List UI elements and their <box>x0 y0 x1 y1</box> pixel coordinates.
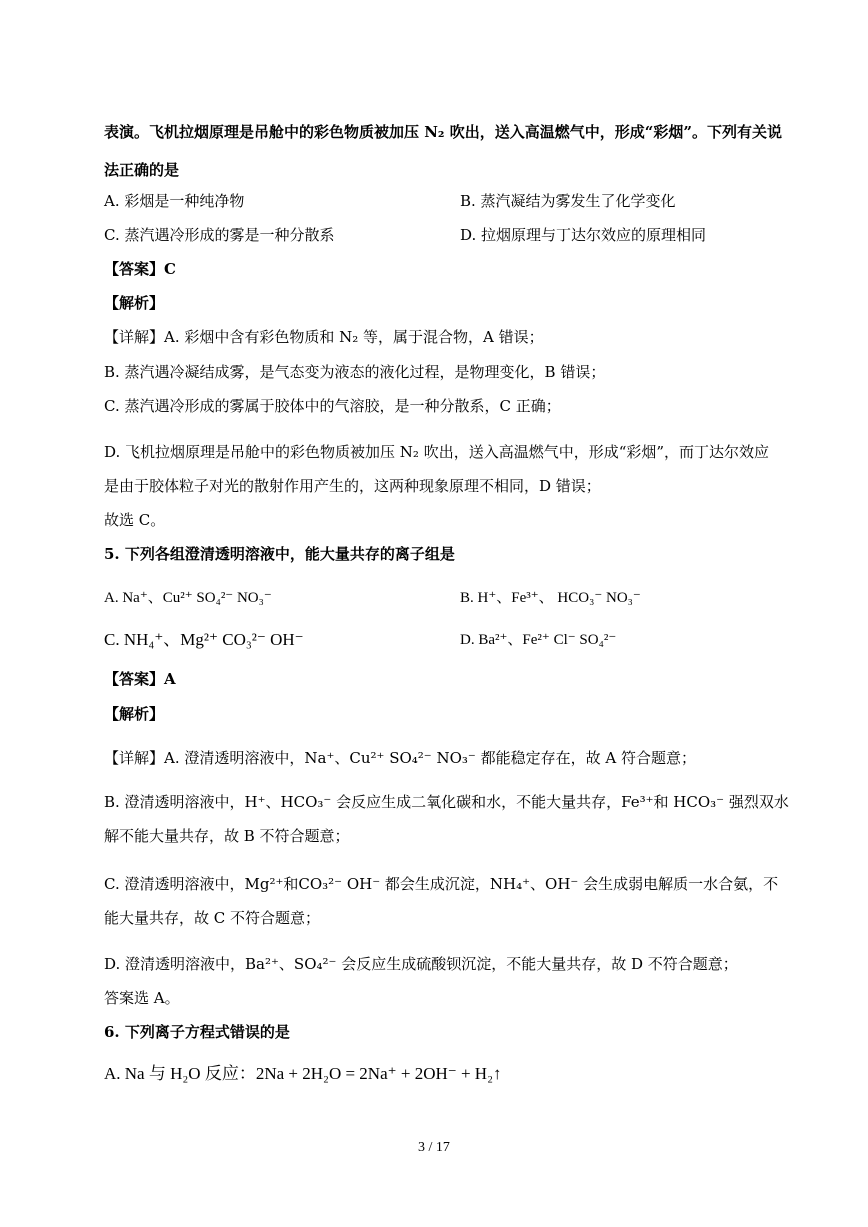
explanation-line: B. 蒸汽遇冷凝结成雾，是气态变为液态的液化过程，是物理变化，B 错误； <box>104 363 606 381</box>
explanation-line: 解不能大量共存，故 B 不符合题意； <box>104 827 350 845</box>
explanation-line: C. 蒸汽遇冷形成的雾属于胶体中的气溶胶，是一种分散系，C 正确； <box>104 397 561 415</box>
explanation-line: 故选 C。 <box>104 511 166 529</box>
explanation-line: D. 澄清透明溶液中，Ba²⁺、SO₄²⁻ 会反应生成硫酸钡沉淀，不能大量共存，故 D 不符合题意； <box>104 955 738 973</box>
explanation-line: D. 飞机拉烟原理是吊舱中的彩色物质被加压 N₂ 吹出，送入高温燃气中，形成“彩烟”，而丁达尔效应 <box>104 443 770 461</box>
explanation-line: B. 澄清透明溶液中，H⁺、HCO₃⁻ 会反应生成二氧化碳和水，不能大量共存，Fe³⁺和 HCO₃⁻ 强烈双水 <box>104 793 789 811</box>
analysis-label: 【解析】 <box>104 705 165 723</box>
option-a: A. Na⁺、Cu²⁺ SO₄²⁻ NO₃⁻ <box>104 590 272 606</box>
explanation-line: 答案选 A。 <box>104 989 180 1007</box>
question-text-line: 法正确的是 <box>104 161 180 179</box>
explanation-line: 能大量共存，故 C 不符合题意； <box>104 909 321 927</box>
option-a: A. Na 与 H₂O 反应：2Na + 2H₂O = 2Na⁺ + 2OH⁻ + H₂↑ <box>104 1064 502 1083</box>
analysis-label: 【解析】 <box>104 294 165 312</box>
question-6: 6. 下列离子方程式错误的是 <box>104 1023 290 1041</box>
explanation-line: 【详解】A. 彩烟中含有彩色物质和 N₂ 等，属于混合物，A 错误； <box>104 328 544 346</box>
option-b: B. H⁺、Fe³⁺、 HCO₃⁻ NO₃⁻ <box>460 590 641 606</box>
answer-label: 【答案】A <box>104 670 176 688</box>
option-b: B. 蒸汽凝结为雾发生了化学变化 <box>460 192 676 210</box>
explanation-line: 【详解】A. 澄清透明溶液中，Na⁺、Cu²⁺ SO₄²⁻ NO₃⁻ 都能稳定存在，故 A 符合题意； <box>104 749 696 767</box>
page-number: 3 / 17 <box>418 1140 450 1155</box>
option-c: C. NH₄⁺、Mg²⁺ CO₃²⁻ OH⁻ <box>104 630 304 649</box>
option-d: D. 拉烟原理与丁达尔效应的原理相同 <box>460 226 707 244</box>
explanation-line: C. 澄清透明溶液中，Mg²⁺和CO₃²⁻ OH⁻ 都会生成沉淀，NH₄⁺、OH⁻ 会生成弱电解质一水合氨，不 <box>104 875 779 893</box>
option-a: A. 彩烟是一种纯净物 <box>104 192 245 210</box>
question-5: 5. 下列各组澄清透明溶液中，能大量共存的离子组是 <box>104 545 455 563</box>
option-d: D. Ba²⁺、Fe²⁺ Cl⁻ SO₄²⁻ <box>460 632 617 648</box>
option-c: C. 蒸汽遇冷形成的雾是一种分散系 <box>104 226 335 244</box>
explanation-line: 是由于胶体粒子对光的散射作用产生的，这两种现象原理不相同，D 错误； <box>104 477 601 495</box>
answer-label: 【答案】C <box>104 260 176 278</box>
question-text-line: 表演。飞机拉烟原理是吊舱中的彩色物质被加压 N₂ 吹出，送入高温燃气中，形成“彩烟”。下列有关说 <box>104 123 782 141</box>
